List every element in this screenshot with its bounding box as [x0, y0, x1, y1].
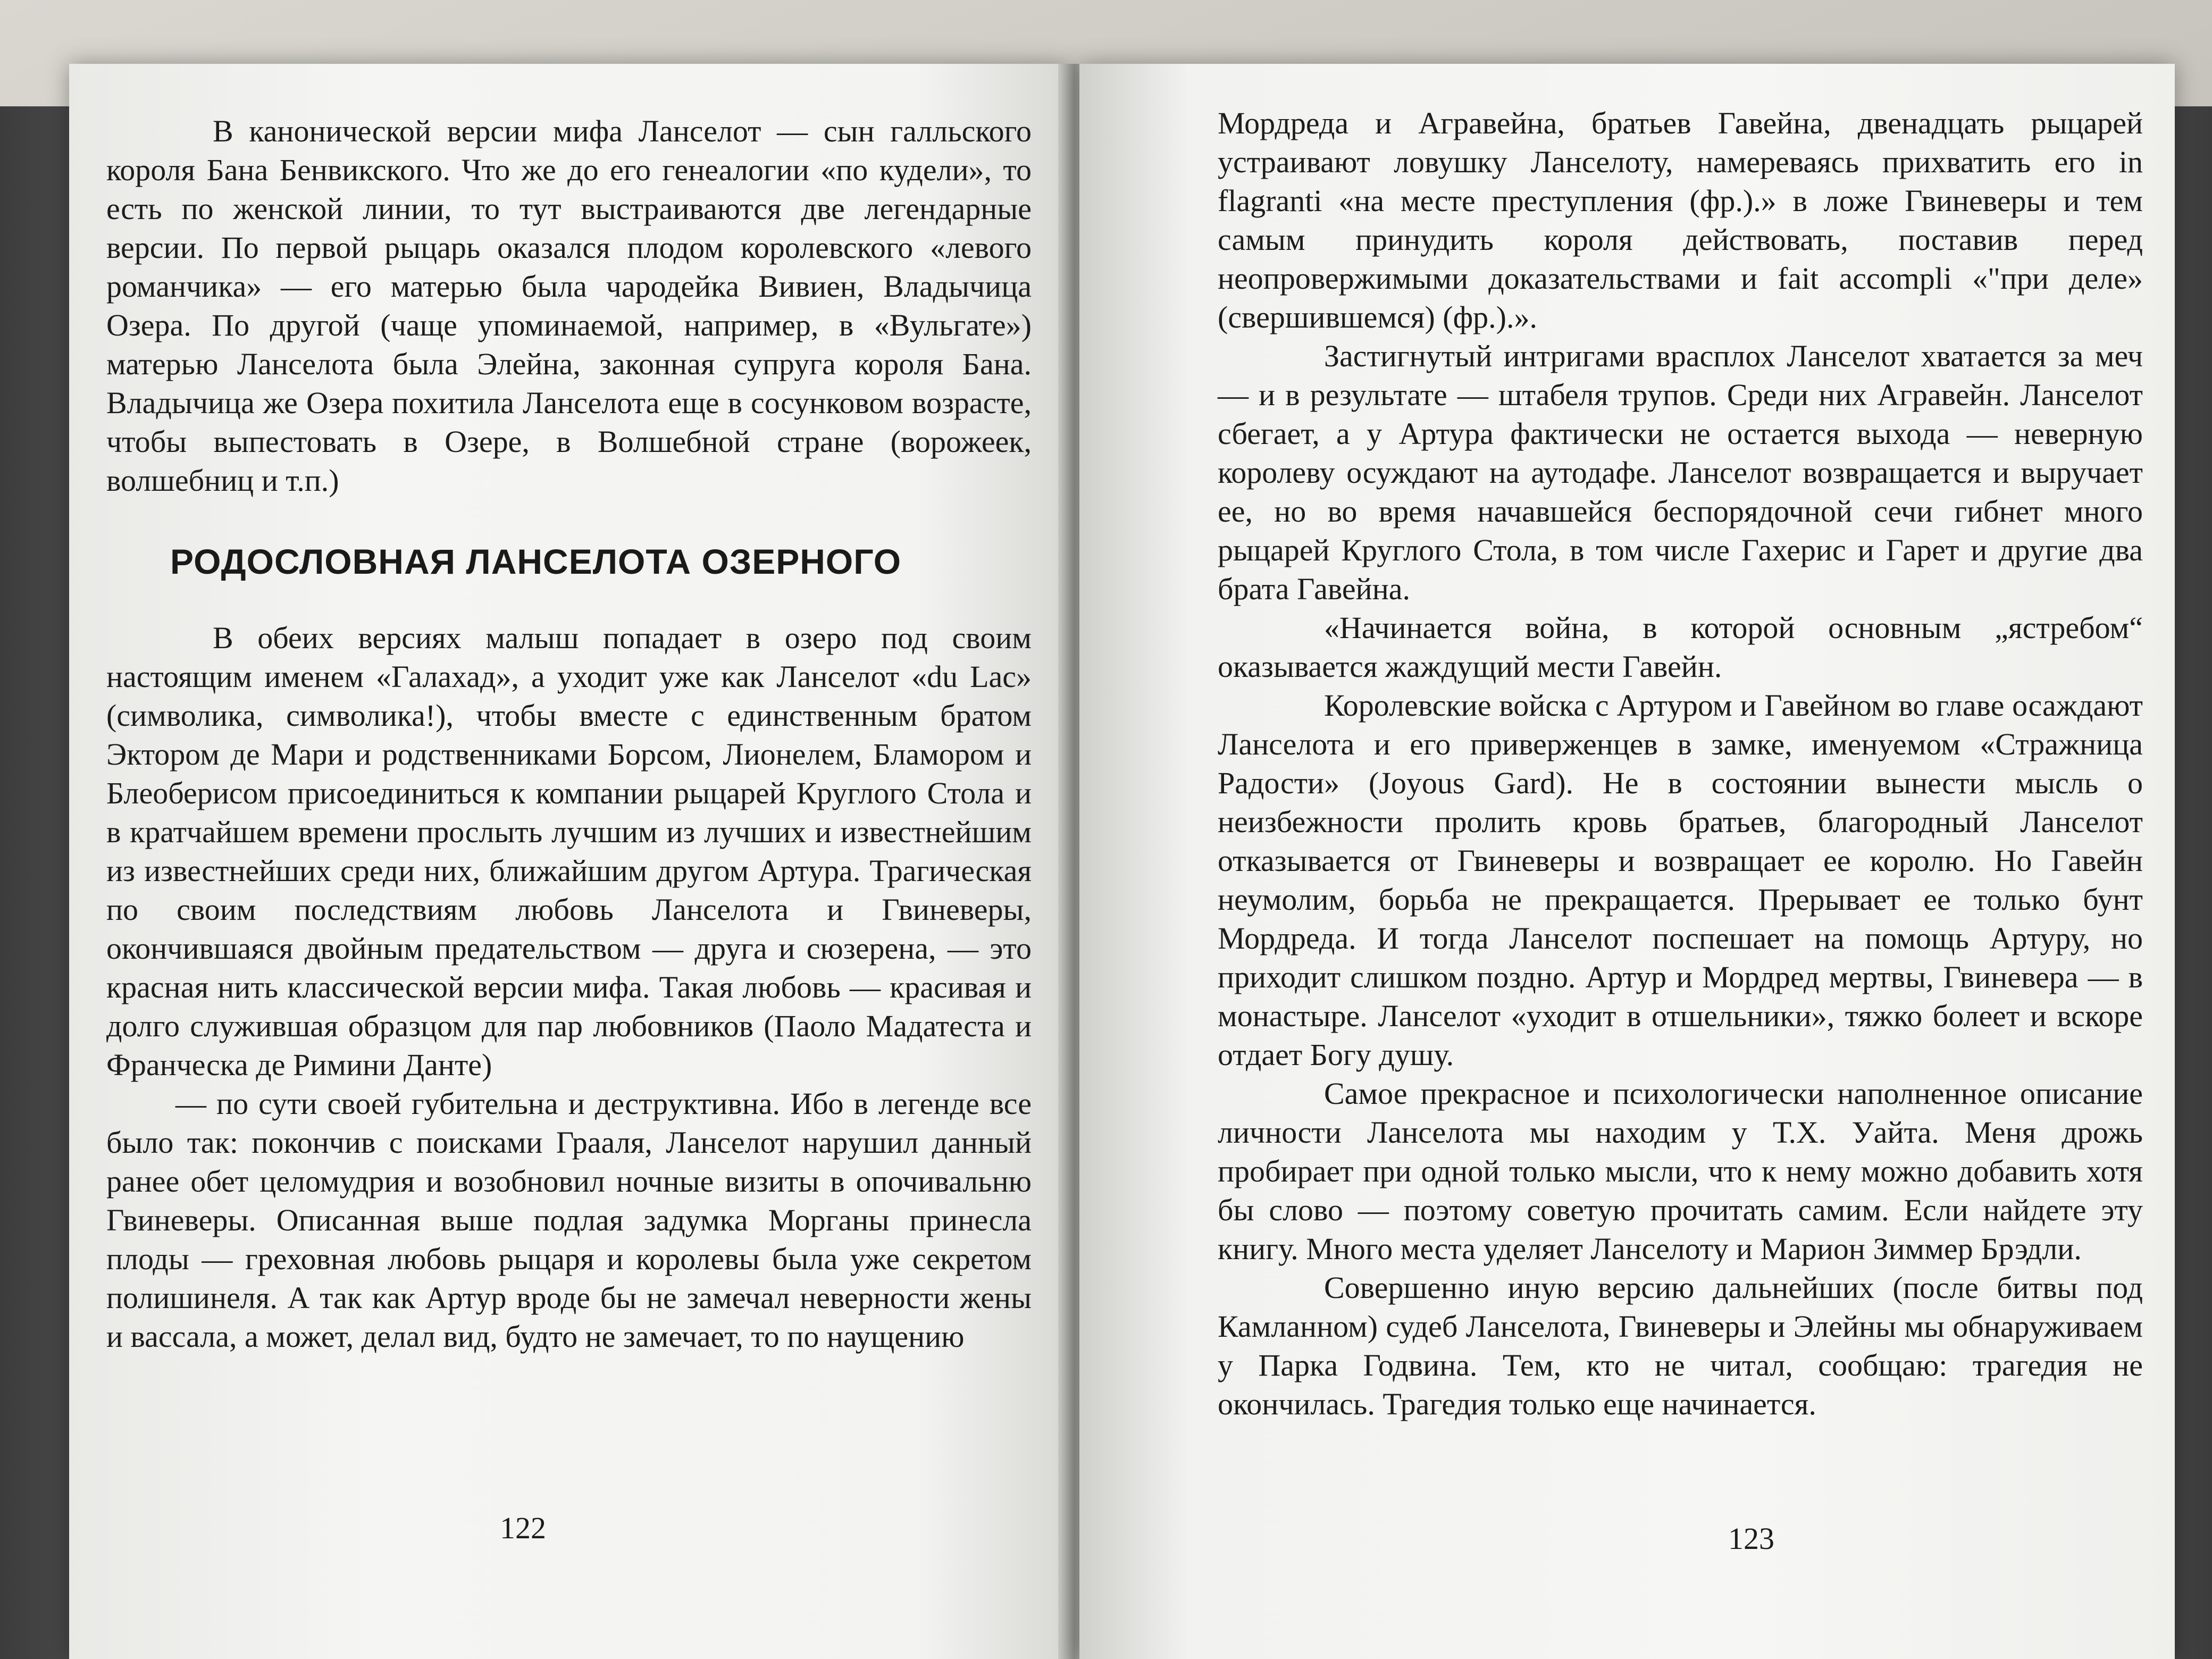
left-page-text	[106, 112, 1032, 1356]
page-number: 123	[1728, 1521, 1774, 1556]
paragraph: «Начинается война, в которой основным „ястребом“ оказывается жаждущий мести Гавейн.	[1218, 610, 2143, 684]
paragraph: — по сути своей губительна и деструктивна. Ибо в легенде все было так: покончив с поисками Грааля, Ланселот нарушил данный ранее обет целомудрия и возобновил ночные визиты в опочивальню Гвиневеры. Описанная выше подлая задумка Морганы принесла плоды — греховная любовь рыцаря и королевы была уже секретом полишинеля. А так как Артур вроде бы не замечал неверности жены и вассала, а может, делал вид, будто не замечает, то по наущению	[106, 1086, 1032, 1354]
paragraph: Королевские войска с Артуром и Гавейном во главе осаждают Ланселота и его приверженцев в замке, именуемом «Стражница Радости» (Joyous Gard). Не в состоянии вынести мысль о неизбежности пролить кровь братьев, благородный Ланселот отказывается от Гвиневеры и возвращает ее королю. Но Гавейн неумолим, борьба не прекращается. Прерывает ее только бунт Мордреда. И тогда Ланселот поспешает на помощь Артуру, но приходит слишком поздно. Артур и Мордред мертвы, Гвиневера — в монастыре. Ланселот «уходит в отшельники», тяжко болеет и вскоре отдает Богу душу.	[1218, 688, 2143, 1072]
left-page	[69, 64, 1069, 1659]
right-page	[1079, 64, 2175, 1659]
section-heading: РОДОСЛОВНАЯ ЛАНСЕЛОТА ОЗЕРНОГО	[170, 542, 902, 581]
paragraph: Мордреда и Агравейна, братьев Гавейна, двенадцать рыцарей устраивают ловушку Ланселоту, намереваясь прихватить его in flagranti «на месте преступления (фр.).» в ложе Гвиневеры и тем самым принудить короля действовать, поставив перед неопровержимыми доказательствами и fait accompli «"при деле» (свершившемся) (фр.).».	[1218, 106, 2143, 334]
paragraph: В канонической версии мифа Ланселот — сын галльского короля Бана Бенвикского. Что же до его генеалогии «по кудели», то есть по женской линии, то тут выстраиваются две легендарные версии. По первой рыцарь оказался плодом королевского «левого романчика» — его матерью была чародейка Вивиен, Владычица Озера. По другой (чаще упоминаемой, например, в «Вульгате») матерью Ланселота была Элейна, законная супруга короля Бана. Владычица же Озера похитила Ланселота еще в сосунковом возрасте, чтобы выпестовать в Озере, в Волшебной стране (ворожеек, волшебниц и т.п.)	[106, 114, 1032, 498]
page-number: 122	[500, 1511, 546, 1545]
paragraph: Самое прекрасное и психологически наполненное описание личности Ланселота мы находим у Т.Х. Уайта. Меня дрожь пробирает при одной только мысли, что к нему можно добавить хотя бы слово — поэтому советую прочитать самим. Если найдете эту книгу. Много места уделяет Ланселоту и Марион Зиммер Брэдли.	[1218, 1076, 2143, 1266]
paragraph: В обеих версиях малыш попадает в озеро под своим настоящим именем «Галахад», а уходит уже как Ланселот «du Lac» (символика, символика!), чтобы вместе с единственным братом Эктором де Мари и родственниками Борсом, Лионелем, Бламором и Блеоберисом присоединиться к компании рыцарей Круглого Стола и в кратчайшем времени прослыть лучшим из лучших и известнейшим из известнейших среди них, ближайшим другом Артура. Трагическая по своим последствиям любовь Ланселота и Гвиневеры, окончившаяся двойным предательством — друга и сюзерена, — это красная нить классической версии мифа. Такая любовь — красивая и долго служившая образцом для пар любовников (Паоло Мадатеста и Франческа де Римини Данте)	[106, 621, 1032, 1082]
paragraph: Совершенно иную версию дальнейших (после битвы под Камланном) судеб Ланселота, Гвиневеры и Элейны мы обнаруживаем у Парка Годвина. Тем, кто не читал, сообщаю: трагедия не окончилась. Трагедия только еще начинается.	[1218, 1270, 2143, 1421]
paragraph: Застигнутый интригами врасплох Ланселот хватается за меч — и в результате — штабеля трупов. Среди них Агравейн. Ланселот сбегает, а у Артура фактически не остается выхода — неверную королеву осуждают на аутодафе. Ланселот возвращается и выручает ее, но во время начавшейся беспорядочной сечи гибнет много рыцарей Круглого Стола, в том числе Гахерис и Гарет и другие два брата Гавейна.	[1218, 339, 2143, 606]
right-page-text	[1218, 104, 2143, 1423]
